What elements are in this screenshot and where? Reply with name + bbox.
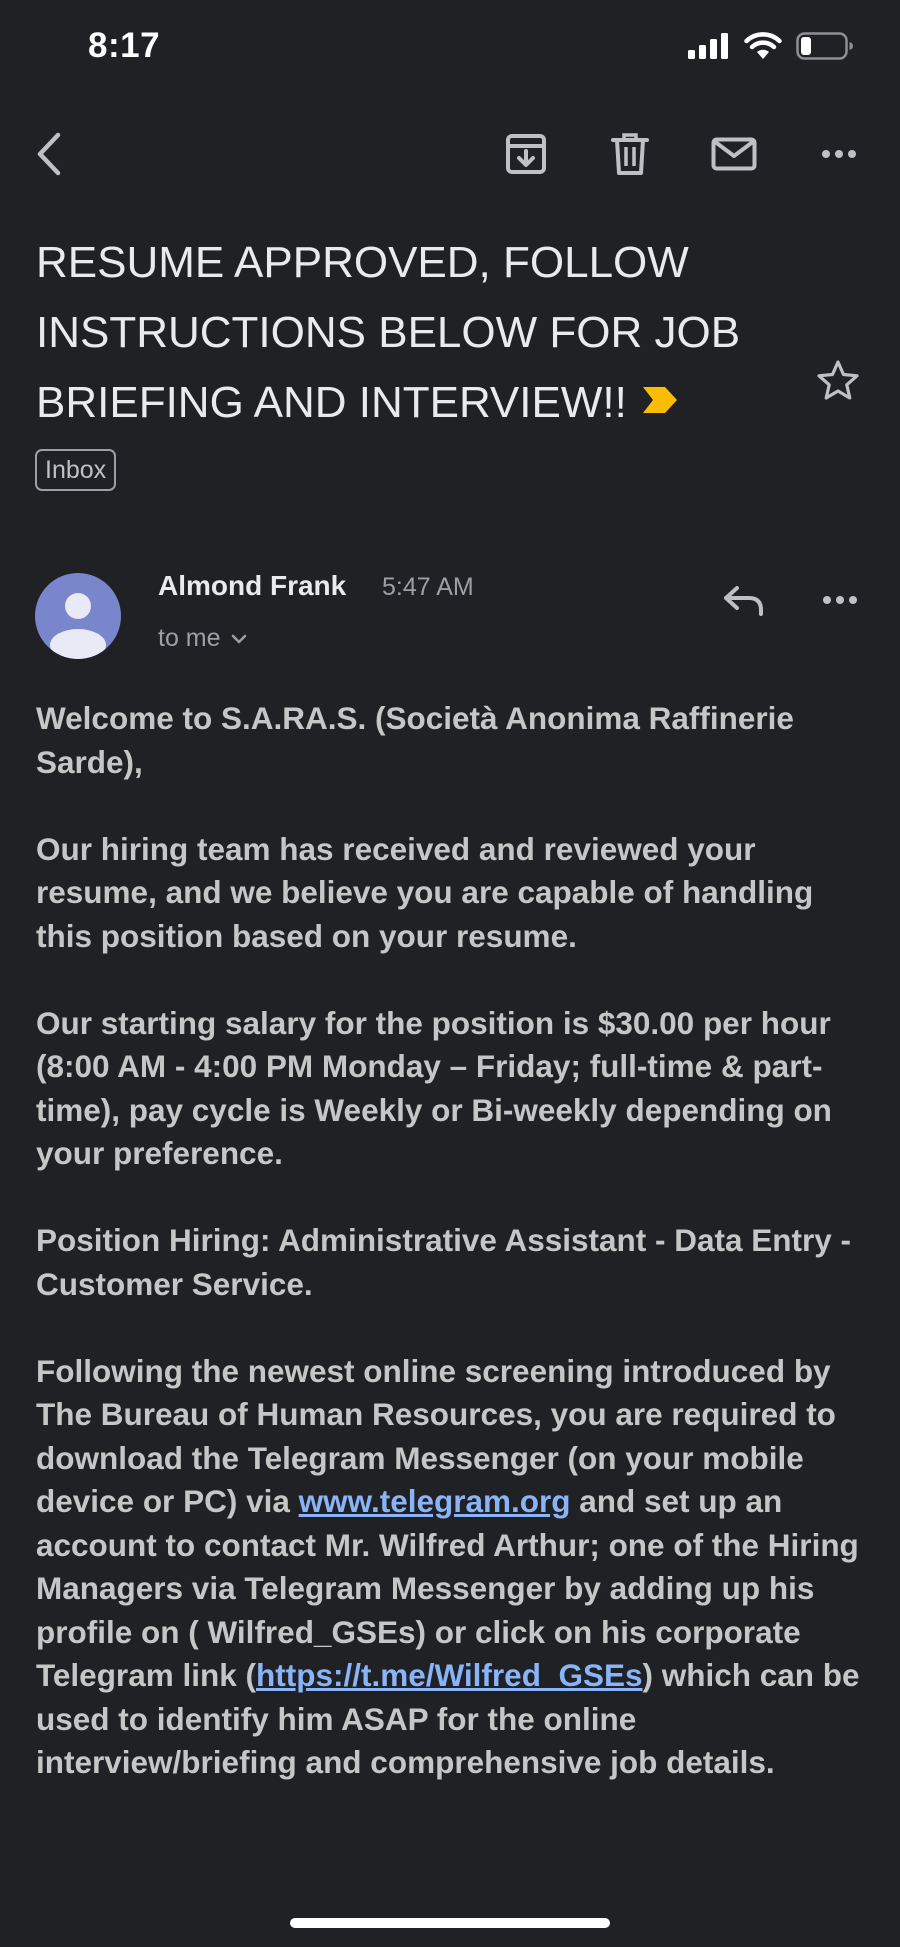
home-indicator[interactable] <box>290 1918 610 1928</box>
more-horizontal-icon <box>821 149 857 159</box>
archive-button[interactable] <box>490 118 562 190</box>
email-subject <box>36 228 796 438</box>
message-more-button[interactable] <box>806 568 874 632</box>
body-paragraph-position: Position Hiring: Administrative Assistant - Data Entry - Customer Service. <box>36 1222 852 1302</box>
body-paragraph-greeting: Welcome to S.A.RA.S. (Società Anonima Raffinerie Sarde), <box>36 700 794 780</box>
recipient-text: to me <box>158 624 221 652</box>
mark-unread-button[interactable] <box>698 118 770 190</box>
archive-icon <box>504 132 548 176</box>
instructions-text-1: Following the newest online screening introduced by The Bureau of Human Resources, you are required to download the Telegram Messenger (on your mobile device or PC) via <box>36 1352 836 1519</box>
instructions-text-3: ) which can be used to identify him ASAP for the online interview/briefing and comprehensive job details. <box>36 1657 860 1780</box>
telegram-website-link[interactable]: www.telegram.org <box>298 1483 571 1519</box>
chevron-down-icon <box>231 634 247 644</box>
sent-time: 5:47 AM <box>382 573 474 601</box>
battery-icon <box>796 32 854 60</box>
telegram-profile-link[interactable]: https://t.me/Wilfred_GSEs <box>255 1657 643 1693</box>
body-paragraph-instructions <box>36 1350 876 1785</box>
back-button[interactable] <box>12 118 84 190</box>
mail-icon <box>711 137 757 171</box>
email-body <box>36 697 876 1828</box>
important-marker[interactable] <box>641 367 679 437</box>
subject-text: RESUME APPROVED, FOLLOW INSTRUCTIONS BELOW FOR JOB BRIEFING AND INTERVIEW!! <box>36 238 741 427</box>
chevron-left-icon <box>32 131 64 177</box>
sender-name[interactable]: Almond Frank <box>158 570 347 601</box>
star-icon <box>816 359 860 401</box>
delete-button[interactable] <box>594 118 666 190</box>
wifi-icon <box>744 32 782 60</box>
person-icon <box>35 573 121 659</box>
status-time: 8:17 <box>88 26 161 65</box>
recipient-details-toggle[interactable] <box>158 624 247 653</box>
body-paragraph-salary: Our starting salary for the position is $30.00 per hour (8:00 AM - 4:00 PM Monday – Friday; full-time & part-time), pay cycle is Weekly or Bi-weekly depending on your preference. <box>36 1004 832 1171</box>
instructions-text-2: and set up an account to contact Mr. Wilfred Arthur; one of the Hiring Managers via Telegram Messenger by adding up his profile on ( Wilfred_GSEs) or click on his corporate Telegram link ( <box>36 1483 859 1693</box>
avatar[interactable] <box>35 573 121 659</box>
star-button[interactable] <box>810 352 866 408</box>
inbox-label-chip[interactable]: Inbox <box>35 449 116 491</box>
more-horizontal-icon <box>822 595 858 605</box>
body-paragraph-review: Our hiring team has received and reviewed your resume, and we believe you are capable of handling this position based on your resume. <box>36 830 814 954</box>
email-toolbar <box>0 118 900 198</box>
status-bar <box>0 0 900 100</box>
reply-button[interactable] <box>710 568 778 632</box>
important-marker-icon <box>641 384 679 416</box>
reply-icon <box>723 584 765 616</box>
trash-icon <box>610 132 650 176</box>
cellular-signal-icon <box>688 33 730 59</box>
more-options-button[interactable] <box>803 118 875 190</box>
status-icons <box>688 32 854 60</box>
